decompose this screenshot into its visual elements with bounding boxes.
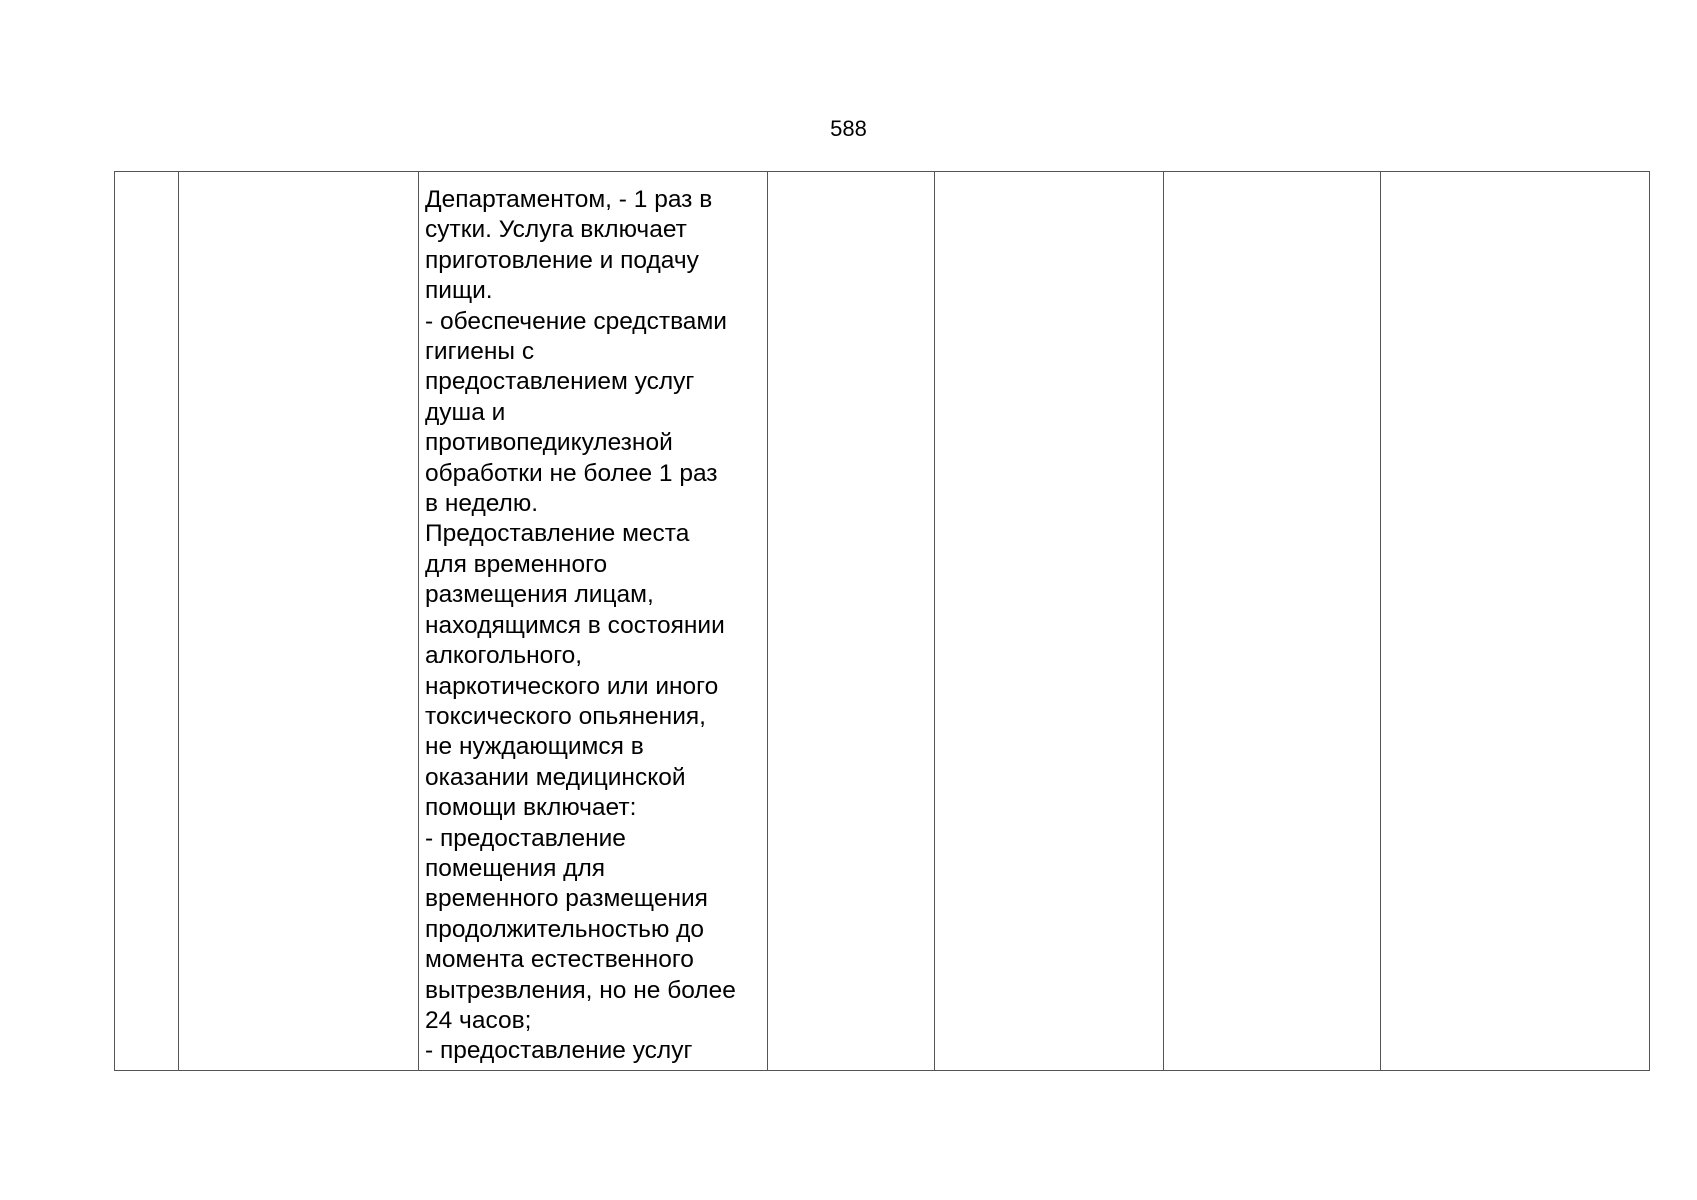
description-line: Предоставление места bbox=[425, 520, 690, 548]
description-line: алкогольного, bbox=[425, 642, 583, 670]
table-cell-col7 bbox=[1381, 172, 1650, 1071]
description-line: продолжительностью до bbox=[425, 915, 705, 943]
description-line: помощи включает: bbox=[425, 794, 637, 822]
description-line: душа и bbox=[425, 398, 506, 426]
page-number: 588 bbox=[830, 116, 867, 141]
description-line: гигиены с bbox=[425, 338, 535, 366]
description-line: 24 часов; bbox=[425, 1006, 532, 1034]
table-cell-service-name bbox=[179, 172, 419, 1071]
description-line: предоставлением услуг bbox=[425, 368, 695, 396]
description-line: приготовление и подачу bbox=[425, 246, 699, 274]
description-line: временного размещения bbox=[425, 885, 708, 913]
description-line: Департаментом, - 1 раз в bbox=[425, 186, 713, 213]
description-line: - предоставление bbox=[425, 824, 626, 852]
description-line: сутки. Услуга включает bbox=[425, 216, 687, 244]
table-cell-number bbox=[115, 172, 179, 1071]
description-line: не нуждающимся в bbox=[425, 733, 644, 761]
description-line: для временного bbox=[425, 550, 608, 578]
description-line: момента естественного bbox=[425, 946, 694, 974]
description-line: - обеспечение средствами bbox=[425, 307, 727, 335]
description-line: помещения для bbox=[425, 854, 606, 882]
description-line: токсического опьянения, bbox=[425, 702, 706, 730]
description-line: обработки не более 1 раз bbox=[425, 459, 718, 487]
table-cell-col4 bbox=[768, 172, 935, 1071]
description-line: в неделю. bbox=[425, 490, 539, 518]
description-line: наркотического или иного bbox=[425, 672, 719, 700]
description-line: вытрезвления, но не более bbox=[425, 976, 736, 1004]
description-line: находящимся в состоянии bbox=[425, 611, 725, 639]
description-line: - предоставление услуг bbox=[425, 1037, 693, 1065]
table-row bbox=[115, 172, 1650, 1071]
description-line: размещения лицам, bbox=[425, 581, 654, 609]
description-line: пищи. bbox=[425, 277, 493, 305]
service-description-text bbox=[419, 172, 767, 1067]
table-cell-service-description bbox=[419, 172, 768, 1071]
data-table bbox=[114, 171, 1650, 1071]
description-line: противопедикулезной bbox=[425, 429, 673, 457]
description-line: оказании медицинской bbox=[425, 763, 686, 791]
table-cell-col6 bbox=[1164, 172, 1381, 1071]
table-cell-col5 bbox=[935, 172, 1164, 1071]
